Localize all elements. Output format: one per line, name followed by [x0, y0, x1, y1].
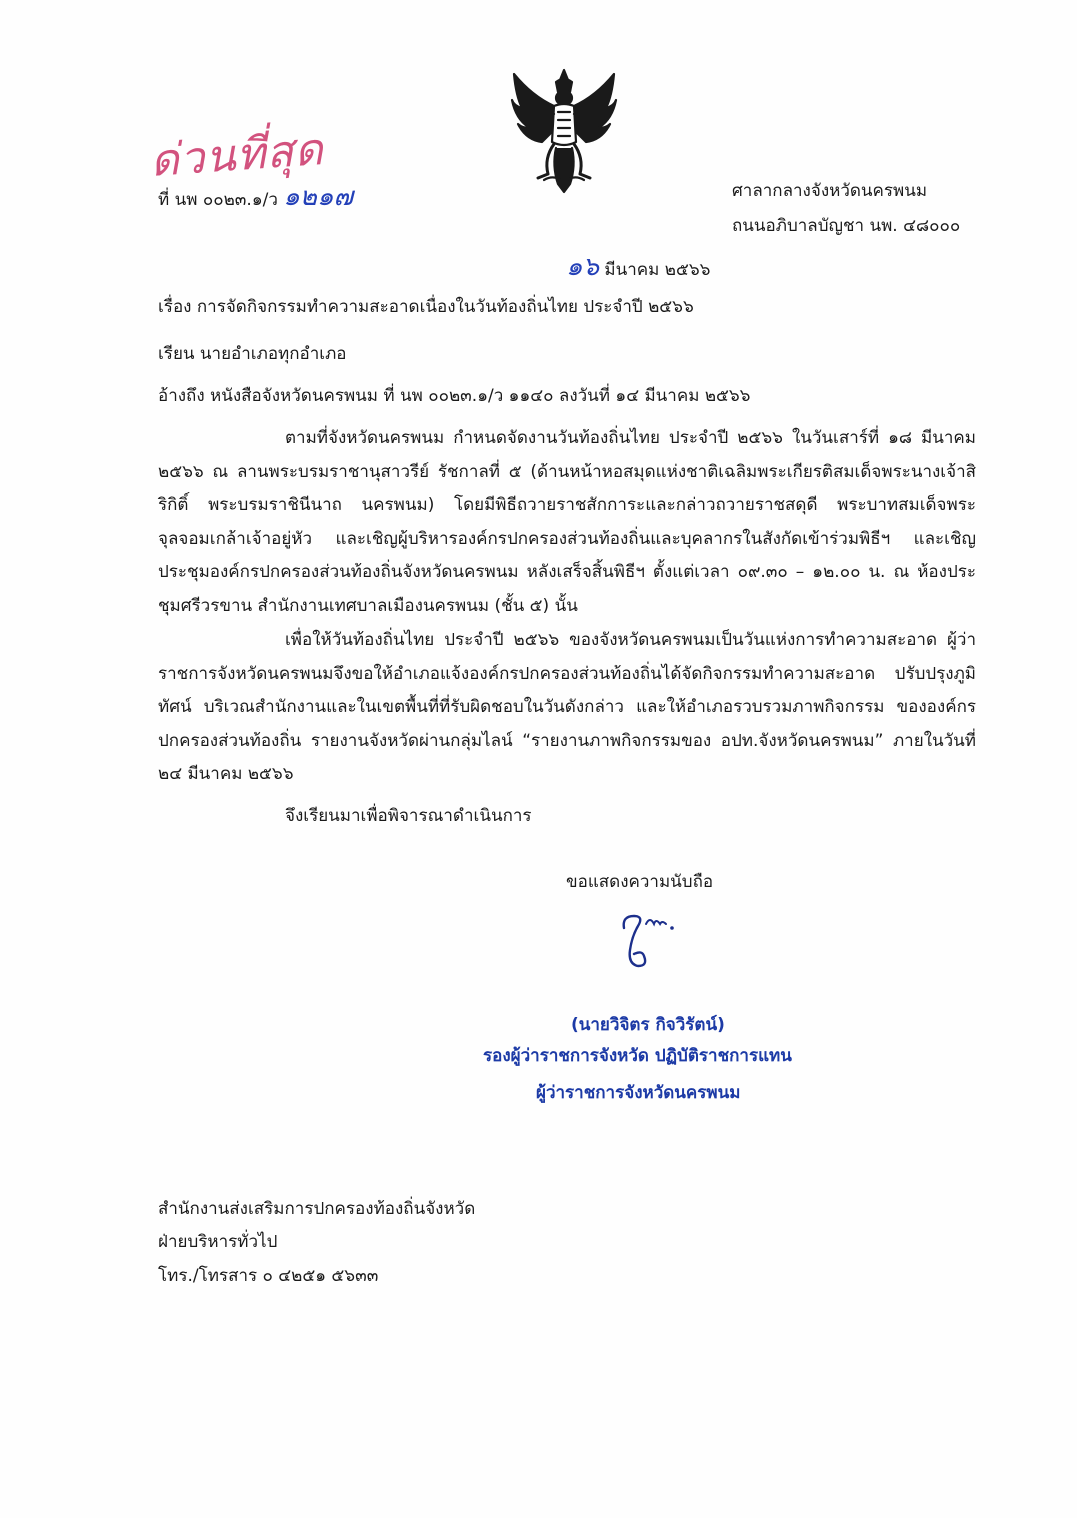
sender-address-line2: ถนนอภิบาลบัญชา นพ. ๔๘๐๐๐ — [732, 216, 961, 236]
doc-ref-label: ที่ นพ ๐๐๒๓.๑/ว — [158, 190, 278, 210]
closing-request: จึงเรียนมาเพื่อพิจารณาดำเนินการ — [285, 806, 532, 826]
signatory-name: (นายวิจิตร กิจวิรัตน์) — [571, 1015, 725, 1035]
signatory-position-1: รองผู้ว่าราชการจังหวัด ปฏิบัติราชการแทน — [483, 1046, 792, 1066]
recipient-line: เรียน นายอำเภอทุกอำเภอ — [158, 344, 347, 364]
urgency-stamp: ด่วนที่สุด — [148, 123, 326, 187]
closing-salutation: ขอแสดงความนับถือ — [566, 872, 714, 892]
body-paragraph-1: ตามที่จังหวัดนครพนม กำหนดจัดงานวันท้องถิ่นไทย ประจำปี ๒๕๖๖ ในวันเสาร์ที่ ๑๘ มีนาคม ๒๕๖๖ ณ ลานพระบรมราชานุสาวรีย์ รัชกาลที่ ๕ (ด้านหน้าหอสมุดแห่งชาติเฉลิมพระเกียรติสมเด็จพระนางเจ้าสิริกิติ์ พระบรมราชินีนาถ นครพนม) โดยมีพิธีถวายราชสักการะและกล่าวถวายราชสดุดี พระบาทสมเด็จพระจุลจอมเกล้าเจ้าอยู่หัว และเชิญผู้บริหารองค์กรปกครองส่วนท้องถิ่นและบุคลากรในสังกัดเข้าร่วมพิธีฯ และเชิญประชุมองค์กรปกครองส่วนท้องถิ่นจังหวัดนครพนม หลังเสร็จสิ้นพิธีฯ ตั้งแต่เวลา ๐๙.๓๐ – ๑๒.๐๐ น. ณ ห้องประชุมศรีวรขาน สำนักงานเทศบาลเมืองนครพนม (ชั้น ๕) นั้น — [158, 428, 976, 616]
footer-office: สำนักงานส่งเสริมการปกครองท้องถิ่นจังหวัด — [158, 1199, 476, 1219]
signatory-position-2: ผู้ว่าราชการจังหวัดนครพนม — [536, 1083, 741, 1103]
doc-ref — [158, 182, 353, 212]
sender-address-line1: ศาลากลางจังหวัดนครพนม — [732, 181, 928, 201]
footer-division: ฝ่ายบริหารทั่วไป — [158, 1232, 278, 1252]
footer-phone: โทร./โทรสาร ๐ ๔๒๕๑ ๕๖๓๓ — [158, 1266, 379, 1286]
doc-ref-handwritten-number: ๑๒๑๗ — [283, 182, 353, 212]
body-paragraph-2: เพื่อให้วันท้องถิ่นไทย ประจำปี ๒๕๖๖ ของจังหวัดนครพนมเป็นวันแห่งการทำความสะอาด ผู้ว่าราชการจังหวัดนครพนมจึงขอให้อำเภอแจ้งองค์กรปกครองส่วนท้องถิ่นได้จัดกิจกรรมทำความสะอาด ปรับปรุงภูมิทัศน์ บริเวณสำนักงานและในเขตพื้นที่ที่รับผิดชอบในวันดังกล่าว และให้อำเภอรวบรวมภาพกิจกรรม ขององค์กรปกครองส่วนท้องถิ่น รายงานจังหวัดผ่านกลุ่มไลน์ “รายงานภาพกิจกรรมของ อปท.จังหวัดนครพนม” ภายในวันที่ ๒๔ มีนาคม ๒๕๖๖ — [158, 630, 976, 784]
subject-line: เรื่อง การจัดกิจกรรมทำความสะอาดเนื่องในวันท้องถิ่นไทย ประจำปี ๒๕๖๖ — [158, 297, 694, 317]
garuda-emblem-icon — [508, 66, 620, 196]
date-month-year: มีนาคม ๒๕๖๖ — [604, 260, 711, 280]
date-handwritten-day: ๑๖ — [566, 252, 600, 282]
document-date — [566, 252, 711, 282]
signature-icon — [612, 906, 682, 976]
reference-line: อ้างถึง หนังสือจังหวัดนครพนม ที่ นพ ๐๐๒๓.๑/ว ๑๑๔๐ ลงวันที่ ๑๔ มีนาคม ๒๕๖๖ — [158, 386, 751, 406]
